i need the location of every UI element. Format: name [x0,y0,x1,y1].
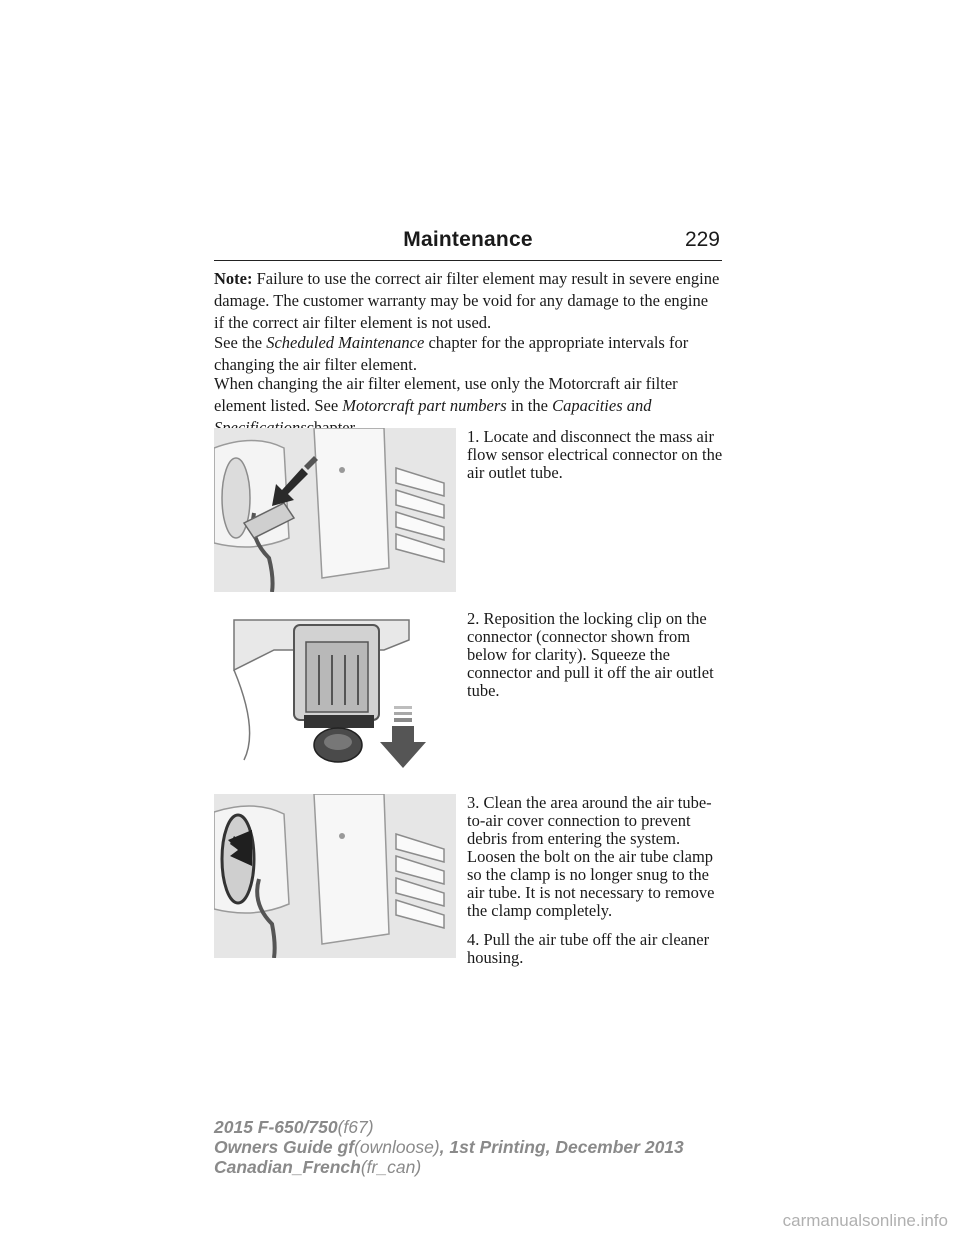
step-4: 4. Pull the air tube off the air cleaner housing. [467,930,710,967]
figure-connector-locking-clip [214,610,456,774]
mass-air-flow-connector-illustration [214,428,456,592]
footer-guide-type: (ownloose) [354,1137,440,1157]
note-text: Failure to use the correct air filter element may result in severe engine damage. The customer warranty may be void for any damage to the engine if the correct air filter element is not used. [214,269,720,332]
note-paragraph [214,268,722,334]
page-header [214,228,722,261]
footer-language-code: (fr_can) [360,1157,422,1177]
page-number: 229 [684,228,720,251]
p2-text-b: chapter for the appropriate intervals for changing the air filter element. [214,333,689,374]
scheduled-maintenance-ref: Scheduled Maintenance [266,333,425,352]
footer-language: Canadian_French [214,1157,361,1177]
p2-text-a: See the [214,333,263,352]
interval-paragraph [214,332,722,376]
footer-line-3 [214,1157,814,1177]
air-tube-clamp-illustration [214,794,456,958]
step-2: 2. Reposition the locking clip on the connector (connector shown from below for clarity). Squeeze the connector and pull it off the air outlet tube. [467,609,714,700]
footer-model: 2015 F-650/750 [214,1117,338,1137]
p3-text-b: in the [510,396,548,415]
footer-guide: Owners Guide gf [214,1137,355,1157]
step-1: 1. Locate and disconnect the mass air flow sensor electrical connector on the air outlet tube. [467,427,723,482]
document-footer [214,1117,814,1177]
step-3: 3. Clean the area around the air tube-to-air cover connection to prevent debris from entering the system. Loosen the bolt on the air tube clamp so the clamp is no longer snug to the air tube. It is not necessary to remove the clamp completely. [467,793,715,920]
motorcraft-part-numbers-ref: Motorcraft part numbers [342,396,507,415]
figure-mass-air-flow-connector [214,428,456,592]
footer-printing: , 1st Printing, December 2013 [439,1137,684,1157]
note-label: Note: [214,269,253,288]
capacities-specifications-ref: Capacities and [552,396,652,415]
connector-locking-clip-illustration [214,610,456,774]
p3-text-a: When changing the air filter element, use only the Motorcraft air filter element listed. See [214,374,678,415]
watermark: carmanualsonline.info [782,1211,948,1230]
footer-line-1 [214,1117,814,1137]
figure-air-tube-clamp [214,794,456,958]
section-title: Maintenance [403,228,533,251]
footer-model-code: (f67) [337,1117,374,1137]
footer-line-2 [214,1137,814,1157]
